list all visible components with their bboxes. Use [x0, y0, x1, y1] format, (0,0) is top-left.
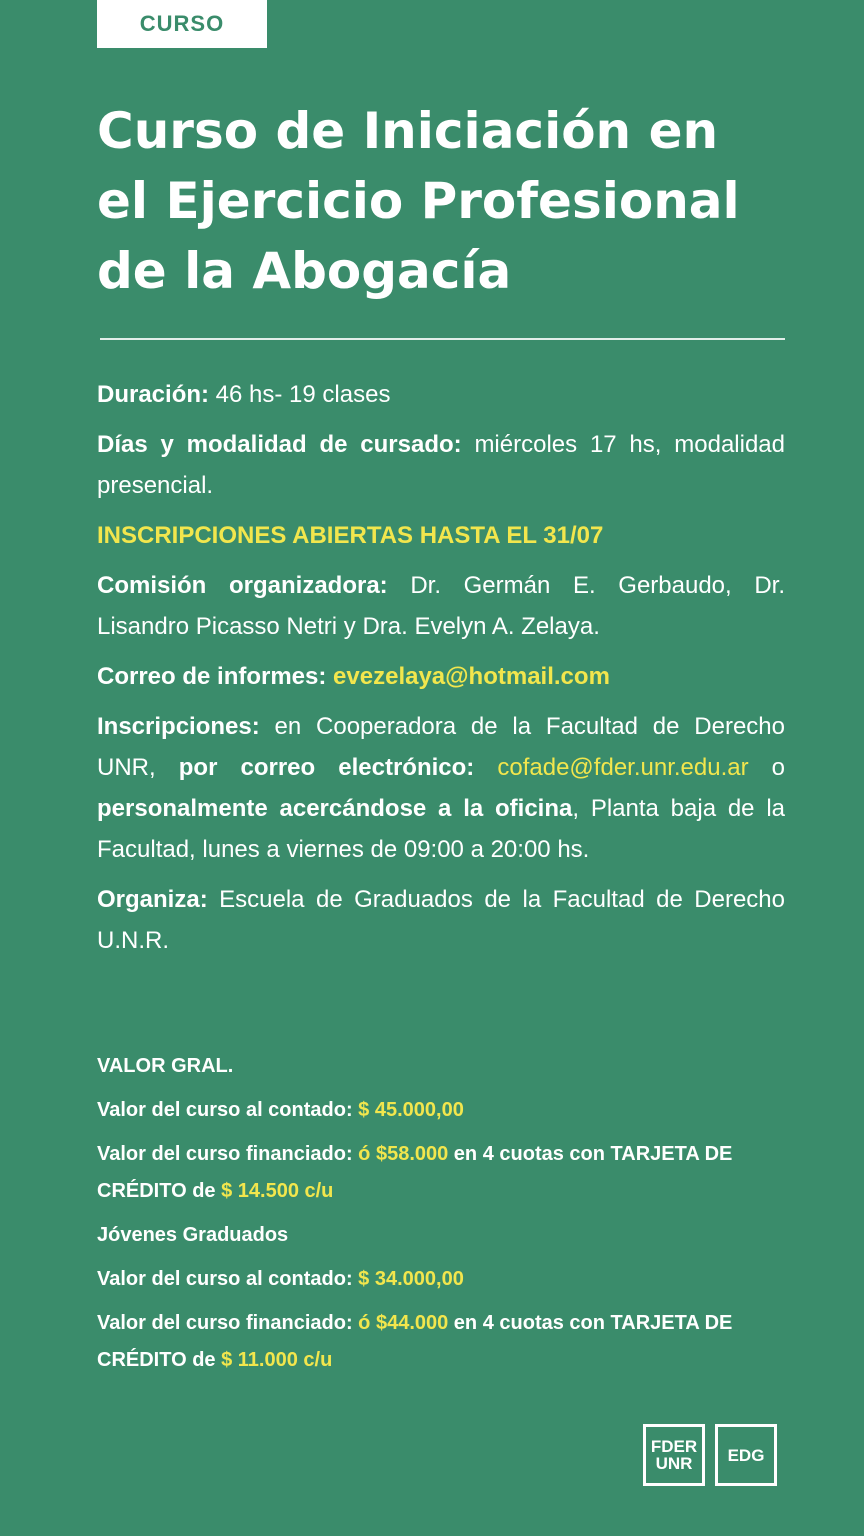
- general-price-title: VALOR GRAL.: [97, 1055, 234, 1077]
- logos: [643, 1424, 777, 1486]
- committee-line: [97, 565, 785, 647]
- duration-line: [97, 374, 785, 415]
- price-label: Valor del curso al contado:: [97, 1268, 359, 1290]
- enrollment-email-label: por correo electrónico:: [178, 754, 475, 781]
- price-text: en 4 cuotas con TARJETA DE CRÉDITO de: [97, 1143, 733, 1202]
- price-value: ó $44.000: [358, 1312, 449, 1334]
- enrollment-text: o: [748, 754, 785, 781]
- price-value: $ 45.000,00: [358, 1099, 464, 1121]
- open-enrollment-notice: INSCRIPCIONES ABIERTAS HASTA EL 31/07: [97, 522, 604, 549]
- contact-line: [97, 656, 785, 697]
- contact-label: Correo de informes:: [97, 663, 327, 690]
- enrollment-email-link[interactable]: cofade@fder.unr.edu.ar: [497, 754, 749, 781]
- title-line: el Ejercicio Profesional: [97, 172, 740, 230]
- title-line: Curso de Iniciación en: [97, 102, 719, 160]
- general-financed-price: [97, 1136, 797, 1210]
- duration-label: Duración:: [97, 381, 210, 408]
- installment-value: $ 14.500 c/u: [221, 1180, 334, 1202]
- title-line: de la Abogacía: [97, 242, 512, 300]
- logo-text: UNR: [655, 1454, 693, 1473]
- organizer-line: [97, 879, 785, 961]
- committee-label: Comisión organizadora:: [97, 572, 388, 599]
- enrollment-text: , Planta baja de la Facultad, lunes a viernes de 09:00 a 20:00 hs.: [97, 795, 785, 863]
- price-section: [97, 1048, 797, 1386]
- page-title: [97, 96, 797, 306]
- committee-value: Dr. Germán E. Gerbaudo, Dr. Lisandro Picasso Netri y Dra. Evelyn A. Zelaya.: [97, 572, 786, 640]
- days-line: [97, 424, 785, 506]
- logo-text: EDG: [727, 1445, 765, 1465]
- price-value: $ 34.000,00: [358, 1268, 464, 1290]
- organizer-value: Escuela de Graduados de la Facultad de Derecho U.N.R.: [97, 886, 785, 954]
- young-financed-price: [97, 1305, 797, 1379]
- young-price-title: Jóvenes Graduados: [97, 1224, 289, 1246]
- enrollment-label: Inscripciones:: [97, 713, 260, 740]
- price-label: Valor del curso financiado:: [97, 1143, 359, 1165]
- fder-unr-logo: [643, 1424, 705, 1486]
- contact-email-link[interactable]: evezelaya@hotmail.com: [333, 663, 610, 690]
- course-info: [97, 374, 785, 970]
- divider: [100, 338, 785, 340]
- general-cash-price: [97, 1092, 797, 1129]
- price-label: Valor del curso financiado:: [97, 1312, 359, 1334]
- enrollment-in-person: personalmente acercándose a la oficina: [97, 795, 573, 822]
- organizer-label: Organiza:: [97, 886, 208, 913]
- duration-value: 46 hs- 19 clases: [209, 381, 391, 408]
- price-value: ó $58.000: [358, 1143, 449, 1165]
- installment-value: $ 11.000 c/u: [221, 1349, 333, 1371]
- enrollment-line: [97, 706, 785, 870]
- price-text: en 4 cuotas con TARJETA DE CRÉDITO de: [97, 1312, 733, 1371]
- days-label: Días y modalidad de cursado:: [97, 431, 462, 458]
- edg-logo: [715, 1424, 777, 1486]
- price-label: Valor del curso al contado:: [97, 1099, 359, 1121]
- course-tag: CURSO: [97, 0, 267, 48]
- enrollment-text: en Cooperadora de la Facultad de Derecho UNR,: [97, 713, 785, 781]
- young-cash-price: [97, 1261, 797, 1298]
- logo-text: FDER: [650, 1437, 698, 1456]
- days-value: miércoles 17 hs, modalidad presencial.: [97, 431, 785, 499]
